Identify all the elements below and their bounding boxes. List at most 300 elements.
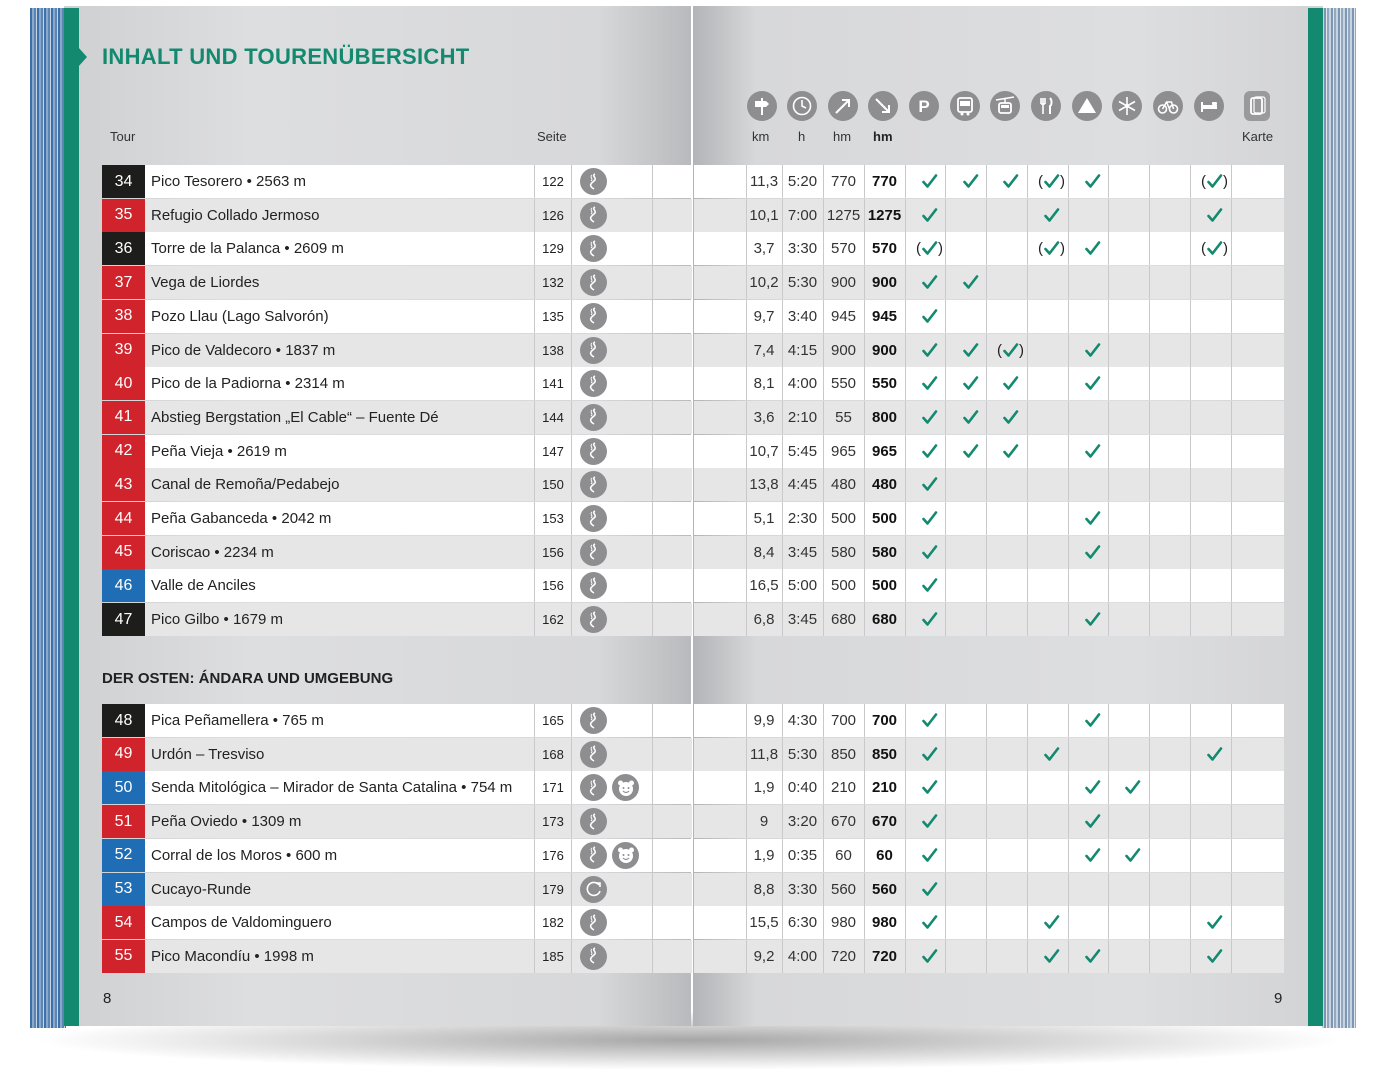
tour-duration: 4:45 xyxy=(787,476,818,494)
partial-check-icon: ( ) xyxy=(1038,173,1065,190)
tour-descent-hm: 560 xyxy=(871,880,898,898)
check-icon xyxy=(909,906,950,939)
column-divider xyxy=(905,603,906,636)
check-icon xyxy=(1072,435,1113,468)
column-divider xyxy=(1149,906,1150,939)
column-divider xyxy=(1190,401,1191,434)
check-icon xyxy=(1072,839,1113,872)
column-divider xyxy=(986,839,987,872)
column-divider xyxy=(1068,536,1069,569)
column-divider xyxy=(905,738,906,771)
tour-duration: 4:30 xyxy=(787,712,818,729)
tour-distance-km: 16,5 xyxy=(749,577,779,595)
column-divider xyxy=(1108,569,1109,602)
tour-name: Senda Mitológica – Mirador de Santa Catalina • 754 m xyxy=(151,779,513,797)
svg-text:P: P xyxy=(918,97,930,116)
tour-row[interactable] xyxy=(102,738,692,771)
check-icon xyxy=(1072,232,1113,265)
tour-row[interactable] xyxy=(102,165,692,198)
tour-row[interactable] xyxy=(102,300,692,333)
tour-distance-km: 3,7 xyxy=(753,240,775,258)
column-divider xyxy=(1027,266,1028,299)
tour-ascent-hm: 210 xyxy=(830,779,857,797)
tour-row-details[interactable] xyxy=(694,603,1284,636)
green-band-left xyxy=(64,8,79,1026)
tour-distance-km: 6,8 xyxy=(753,611,775,629)
column-divider xyxy=(1027,738,1028,771)
cable-car-icon xyxy=(990,91,1020,121)
tour-duration: 3:45 xyxy=(787,543,818,561)
column-divider xyxy=(1231,873,1232,906)
tour-row-details[interactable] xyxy=(694,367,1284,400)
column-divider xyxy=(1190,906,1191,939)
tour-name: Refugio Collado Jermoso xyxy=(151,206,320,224)
column-divider xyxy=(1068,266,1069,299)
check-icon xyxy=(909,468,950,501)
column-divider xyxy=(652,266,653,299)
tour-row[interactable] xyxy=(102,873,692,906)
check-icon xyxy=(1112,771,1153,804)
tour-row[interactable] xyxy=(102,536,692,569)
route-profile-icon xyxy=(580,269,607,296)
tour-ascent-hm: 900 xyxy=(830,274,857,292)
check-icon xyxy=(990,435,1031,468)
tour-row-details[interactable] xyxy=(694,300,1284,333)
tour-name: Corral de los Moros • 600 m xyxy=(151,846,338,864)
check-icon xyxy=(1072,165,1113,198)
column-divider xyxy=(1068,401,1069,434)
column-divider xyxy=(1231,502,1232,535)
column-divider xyxy=(1068,603,1069,636)
tour-page-number: 156 xyxy=(534,536,572,569)
column-divider xyxy=(1190,805,1191,838)
check-icon xyxy=(1072,502,1113,535)
tour-name: Pico de la Padiorna • 2314 m xyxy=(151,375,345,393)
column-divider xyxy=(1149,502,1150,535)
column-divider xyxy=(652,771,653,804)
tour-row[interactable] xyxy=(102,367,692,400)
tour-descent-hm: 965 xyxy=(871,442,898,460)
title-arrow-icon xyxy=(78,47,87,67)
tour-row[interactable] xyxy=(102,468,692,501)
column-divider xyxy=(1231,266,1232,299)
route-profile-icon xyxy=(580,235,607,262)
tour-name: Pico Gilbo • 1679 m xyxy=(151,611,283,629)
column-divider xyxy=(1149,536,1150,569)
column-divider xyxy=(986,940,987,973)
column-divider xyxy=(1231,468,1232,501)
column-divider xyxy=(905,367,906,400)
tour-row[interactable] xyxy=(102,940,692,973)
tour-row[interactable] xyxy=(102,266,692,299)
column-divider xyxy=(1190,569,1191,602)
column-divider xyxy=(1149,435,1150,468)
column-divider xyxy=(1149,940,1150,973)
column-divider xyxy=(1149,873,1150,906)
column-divider xyxy=(1068,367,1069,400)
tour-duration: 4:00 xyxy=(787,375,818,393)
check-icon xyxy=(1031,906,1072,939)
check-icon xyxy=(909,334,950,367)
column-divider xyxy=(1231,435,1232,468)
tour-ascent-hm: 965 xyxy=(830,442,857,460)
column-divider xyxy=(905,805,906,838)
tour-ascent-hm: 700 xyxy=(830,712,857,729)
check-icon xyxy=(950,401,991,434)
page-number-left: 8 xyxy=(103,990,112,1007)
page-title: INHALT UND TOURENÜBERSICHT xyxy=(102,44,470,69)
check-icon xyxy=(1031,738,1072,771)
bus-icon xyxy=(950,91,980,121)
check-icon xyxy=(909,435,950,468)
tour-page-number: 141 xyxy=(534,367,572,400)
check-icon xyxy=(1031,940,1072,973)
column-divider xyxy=(1027,771,1028,804)
column-divider xyxy=(986,906,987,939)
snow-icon xyxy=(1112,91,1142,121)
tour-ascent-hm: 945 xyxy=(830,307,857,325)
tour-row-details[interactable] xyxy=(694,401,1284,434)
column-divider xyxy=(1231,367,1232,400)
check-icon xyxy=(1194,199,1235,232)
tour-descent-hm: 900 xyxy=(871,341,898,359)
tour-row-details[interactable] xyxy=(694,906,1284,939)
tour-page-number: 132 xyxy=(534,266,572,299)
column-divider xyxy=(1190,771,1191,804)
column-divider xyxy=(1190,873,1191,906)
column-divider xyxy=(652,805,653,838)
kids-bear-icon xyxy=(612,842,639,869)
column-divider xyxy=(1068,569,1069,602)
tour-row[interactable] xyxy=(102,435,692,468)
route-profile-icon xyxy=(580,438,607,465)
tour-row[interactable] xyxy=(102,569,692,602)
tour-descent-hm: 580 xyxy=(871,543,898,561)
tour-ascent-hm: 850 xyxy=(830,745,857,763)
tour-duration: 5:00 xyxy=(787,577,818,595)
tour-duration: 2:10 xyxy=(787,408,818,426)
tour-page-number: 173 xyxy=(534,805,572,838)
column-divider xyxy=(905,569,906,602)
check-icon xyxy=(1072,334,1113,367)
column-divider xyxy=(905,873,906,906)
tour-distance-km: 15,5 xyxy=(749,914,779,932)
check-icon xyxy=(1072,367,1113,400)
tour-row-details[interactable] xyxy=(694,805,1284,838)
tour-descent-hm: 980 xyxy=(871,914,898,932)
tour-row-details[interactable] xyxy=(694,165,1284,198)
column-divider xyxy=(905,300,906,333)
column-divider xyxy=(1068,805,1069,838)
column-divider xyxy=(1027,603,1028,636)
tour-duration: 2:30 xyxy=(787,510,818,527)
tour-ascent-hm: 1275 xyxy=(826,206,861,224)
tour-name: Torre de la Palanca • 2609 m xyxy=(151,240,344,258)
tour-row[interactable] xyxy=(102,805,692,838)
route-profile-icon xyxy=(580,943,607,970)
tour-row-details[interactable] xyxy=(694,569,1284,602)
check-icon xyxy=(909,401,950,434)
tour-duration: 4:00 xyxy=(787,947,818,965)
tour-number-badge: 53 xyxy=(102,873,145,906)
check-icon xyxy=(950,435,991,468)
tour-page-number: 182 xyxy=(534,906,572,939)
tour-ascent-hm: 560 xyxy=(830,880,857,898)
clock-icon xyxy=(787,91,817,121)
check-icon xyxy=(909,569,950,602)
tour-distance-km: 11,3 xyxy=(749,173,779,190)
tour-number-badge: 50 xyxy=(102,771,145,804)
route-profile-icon xyxy=(580,168,607,195)
column-divider xyxy=(1190,435,1191,468)
column-divider xyxy=(1190,232,1191,265)
column-divider xyxy=(1190,300,1191,333)
tour-ascent-hm: 60 xyxy=(835,846,852,864)
column-divider xyxy=(1149,738,1150,771)
check-icon xyxy=(1031,199,1072,232)
tour-row[interactable] xyxy=(102,334,692,367)
descent-arrow-icon xyxy=(868,91,898,121)
tour-duration: 5:30 xyxy=(787,274,818,292)
check-icon xyxy=(950,165,991,198)
column-divider xyxy=(905,334,906,367)
tour-number-badge: 46 xyxy=(102,569,145,602)
column-divider xyxy=(652,502,653,535)
column-divider xyxy=(1027,199,1028,232)
column-divider xyxy=(1068,468,1069,501)
check-icon xyxy=(909,603,950,636)
column-divider xyxy=(1231,704,1232,737)
tour-distance-km: 8,8 xyxy=(753,880,775,898)
route-profile-icon xyxy=(580,707,607,734)
tour-ascent-hm: 550 xyxy=(830,375,857,393)
tour-descent-hm: 500 xyxy=(871,577,898,595)
column-divider xyxy=(1190,165,1191,198)
column-divider xyxy=(986,738,987,771)
column-divider xyxy=(652,232,653,265)
route-profile-icon xyxy=(580,471,607,498)
tour-page-number: 135 xyxy=(534,300,572,333)
tour-ascent-hm: 670 xyxy=(830,813,857,831)
tour-number-badge: 40 xyxy=(102,367,145,400)
tour-page-number: 129 xyxy=(534,232,572,265)
column-divider xyxy=(1149,569,1150,602)
tour-name: Vega de Liordes xyxy=(151,274,260,292)
tour-distance-km: 9,2 xyxy=(753,947,775,965)
tour-duration: 3:30 xyxy=(787,880,818,898)
column-divider xyxy=(1068,704,1069,737)
tour-distance-km: 10,1 xyxy=(749,206,779,224)
check-icon xyxy=(909,536,950,569)
tour-number-badge: 49 xyxy=(102,738,145,771)
tour-ascent-hm: 500 xyxy=(830,577,857,595)
column-divider xyxy=(1149,805,1150,838)
tour-name: Peña Gabanceda • 2042 m xyxy=(151,510,332,527)
check-icon xyxy=(909,300,950,333)
tour-duration: 3:45 xyxy=(787,611,818,629)
column-divider xyxy=(1190,502,1191,535)
tour-row-details[interactable] xyxy=(694,536,1284,569)
tour-row[interactable] xyxy=(102,502,692,535)
column-divider xyxy=(652,940,653,973)
summit-icon xyxy=(1072,91,1102,121)
check-icon xyxy=(990,165,1031,198)
tour-row-details[interactable] xyxy=(694,334,1284,367)
tour-number-badge: 44 xyxy=(102,502,145,535)
route-profile-icon xyxy=(580,370,607,397)
tour-distance-km: 8,4 xyxy=(753,543,775,561)
map-card-icon xyxy=(1244,91,1270,121)
tour-duration: 4:15 xyxy=(787,341,818,359)
tour-number-badge: 48 xyxy=(102,704,145,737)
column-divider xyxy=(1027,704,1028,737)
column-divider xyxy=(986,468,987,501)
tour-row-details[interactable] xyxy=(694,738,1284,771)
column-divider xyxy=(986,805,987,838)
column-divider xyxy=(1190,536,1191,569)
partial-check-icon: ( ) xyxy=(1201,173,1228,190)
column-divider xyxy=(1190,603,1191,636)
tour-row-details[interactable] xyxy=(694,266,1284,299)
column-divider xyxy=(1027,569,1028,602)
column-divider xyxy=(1190,468,1191,501)
tour-distance-km: 10,2 xyxy=(749,274,779,292)
tour-name: Pico Tesorero • 2563 m xyxy=(151,173,307,190)
kids-bear-icon xyxy=(612,774,639,801)
check-icon xyxy=(1072,536,1113,569)
column-divider xyxy=(652,906,653,939)
tour-duration: 3:40 xyxy=(787,307,818,325)
column-divider xyxy=(1190,334,1191,367)
tour-duration: 5:30 xyxy=(787,745,818,763)
tour-row[interactable] xyxy=(102,906,692,939)
tour-row-details[interactable] xyxy=(694,771,1284,804)
tour-row-details[interactable] xyxy=(694,232,1284,265)
tour-distance-km: 10,7 xyxy=(749,442,779,460)
tour-distance-km: 8,1 xyxy=(753,375,775,393)
tour-name: Pico Macondíu • 1998 m xyxy=(151,947,314,965)
tour-ascent-hm: 570 xyxy=(830,240,857,258)
tour-number-badge: 43 xyxy=(102,468,145,501)
tour-row[interactable] xyxy=(102,603,692,636)
tour-row-details[interactable] xyxy=(694,704,1284,737)
column-divider xyxy=(1027,805,1028,838)
check-icon xyxy=(909,839,950,872)
tour-row[interactable] xyxy=(102,839,692,872)
column-header-hm-down: hm xyxy=(873,129,893,144)
tour-name: Campos de Valdominguero xyxy=(151,914,332,932)
column-divider xyxy=(1027,300,1028,333)
tour-descent-hm: 570 xyxy=(871,240,898,258)
column-divider xyxy=(986,199,987,232)
tour-name: Peña Oviedo • 1309 m xyxy=(151,813,302,831)
section-heading-osten: DER OSTEN: ÁNDARA UND UMGEBUNG xyxy=(102,670,394,687)
tour-row-details[interactable] xyxy=(694,940,1284,973)
check-icon xyxy=(1072,805,1113,838)
column-divider xyxy=(1027,873,1028,906)
tour-distance-km: 3,6 xyxy=(753,408,775,426)
column-divider xyxy=(905,232,906,265)
column-divider xyxy=(1231,603,1232,636)
check-icon xyxy=(1112,839,1153,872)
column-divider xyxy=(905,704,906,737)
tour-row[interactable] xyxy=(102,199,692,232)
column-divider xyxy=(1027,502,1028,535)
column-divider xyxy=(986,873,987,906)
column-divider xyxy=(652,435,653,468)
tour-distance-km: 1,9 xyxy=(753,846,775,864)
tour-row-details[interactable] xyxy=(694,435,1284,468)
tour-row[interactable] xyxy=(102,232,692,265)
column-divider xyxy=(652,704,653,737)
tour-page-number: 185 xyxy=(534,940,572,973)
tour-duration: 6:30 xyxy=(787,914,818,932)
tour-duration: 0:40 xyxy=(787,779,818,797)
tour-row-details[interactable] xyxy=(694,502,1284,535)
column-divider xyxy=(1190,266,1191,299)
column-divider xyxy=(652,367,653,400)
tour-row-details[interactable] xyxy=(694,839,1284,872)
tour-name: Peña Vieja • 2619 m xyxy=(151,442,287,460)
signpost-icon xyxy=(747,91,777,121)
column-divider xyxy=(652,839,653,872)
route-profile-icon xyxy=(580,774,607,801)
column-header-seite: Seite xyxy=(537,129,567,144)
tour-distance-km: 5,1 xyxy=(753,510,775,527)
column-header-h: h xyxy=(798,129,806,144)
column-divider xyxy=(1149,232,1150,265)
route-profile-icon xyxy=(580,303,607,330)
column-divider xyxy=(905,468,906,501)
tour-row[interactable] xyxy=(102,771,692,804)
tour-row-details[interactable] xyxy=(694,468,1284,501)
tour-descent-hm: 60 xyxy=(876,846,893,864)
column-divider xyxy=(652,468,653,501)
column-divider xyxy=(1231,805,1232,838)
tour-row[interactable] xyxy=(102,704,692,737)
column-divider xyxy=(986,232,987,265)
ascent-arrow-icon xyxy=(828,91,858,121)
tour-descent-hm: 480 xyxy=(871,476,898,494)
column-divider xyxy=(1068,502,1069,535)
tour-row-details[interactable] xyxy=(694,199,1284,232)
tour-number-badge: 39 xyxy=(102,334,145,367)
column-divider xyxy=(905,401,906,434)
tour-page-number: 150 xyxy=(534,468,572,501)
column-divider xyxy=(1149,401,1150,434)
tour-row[interactable] xyxy=(102,401,692,434)
check-icon xyxy=(909,873,950,906)
tour-distance-km: 9,9 xyxy=(753,712,775,729)
page-number-right: 9 xyxy=(1274,990,1283,1007)
check-icon xyxy=(1072,603,1113,636)
column-header-hm-up: hm xyxy=(833,129,852,144)
tour-row-details[interactable] xyxy=(694,873,1284,906)
column-divider xyxy=(1149,266,1150,299)
column-divider xyxy=(1149,704,1150,737)
column-divider xyxy=(652,199,653,232)
column-divider xyxy=(1190,940,1191,973)
tour-distance-km: 1,9 xyxy=(753,779,775,797)
tour-page-number: 156 xyxy=(534,569,572,602)
check-icon xyxy=(909,704,950,737)
column-divider xyxy=(1068,334,1069,367)
hut-bed-icon xyxy=(1194,91,1224,121)
column-divider xyxy=(1190,367,1191,400)
column-divider xyxy=(652,873,653,906)
route-profile-icon xyxy=(580,842,607,869)
tour-name: Pica Peñamellera • 765 m xyxy=(151,712,324,729)
